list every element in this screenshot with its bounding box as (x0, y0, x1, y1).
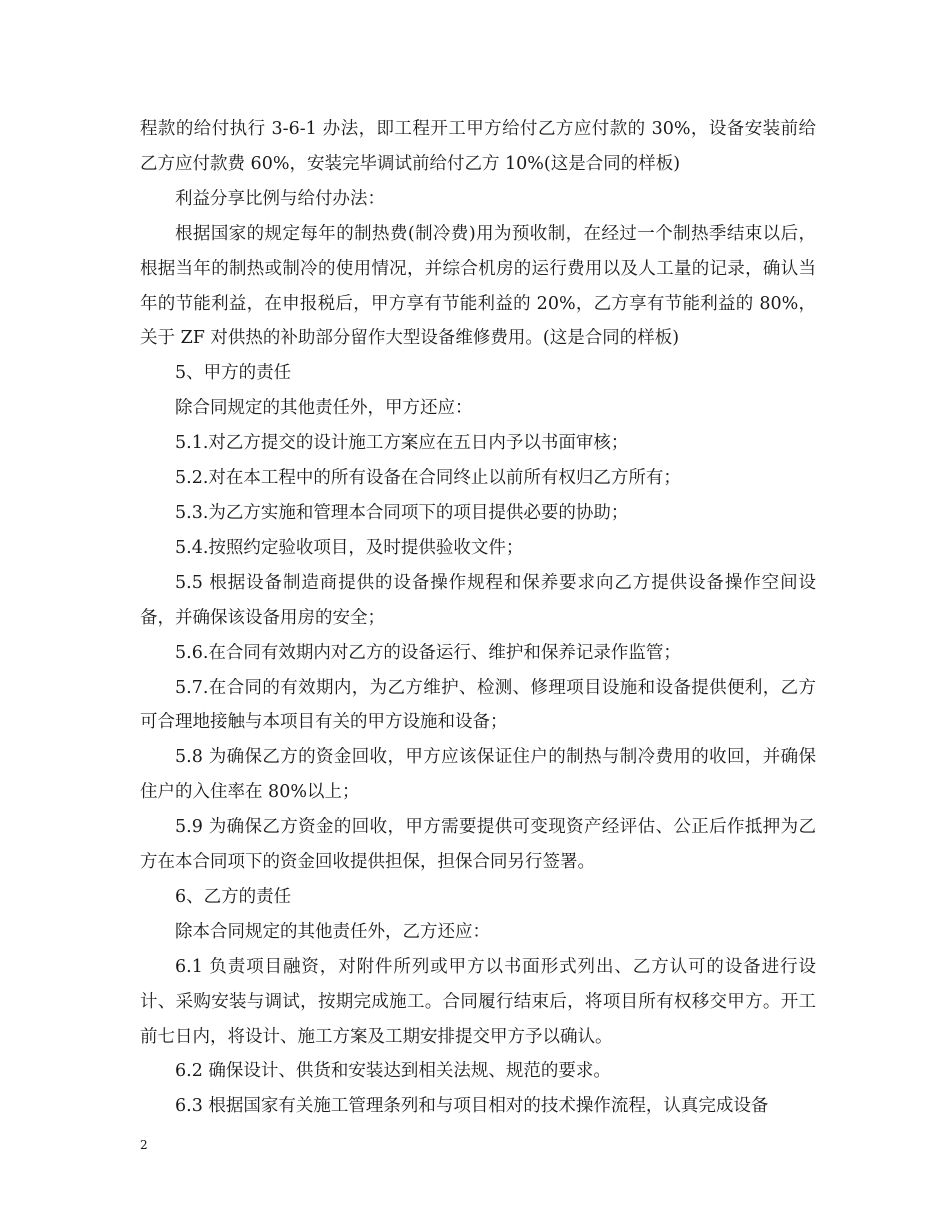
clause-item: 5.8 为确保乙方的资金回收，甲方应该保证住户的制热与制冷费用的收回，并确保住户的入住率在 80%以上； (140, 747, 816, 803)
clause-item: 6.2 确保设计、供货和安装达到相关法规、规范的要求。 (175, 1061, 611, 1082)
clause-item: 5.5 根据设备制造商提供的设备操作规程和保养要求向乙方提供设备操作空间设备，并确保该设备用房的安全； (140, 572, 816, 628)
clause-item: 5.4.按照约定验收项目，及时提供验收文件； (175, 537, 524, 558)
section-heading: 5、甲方的责任 (175, 363, 292, 384)
clause-item: 5.7.在合同的有效期内，为乙方维护、检测、修理项目设施和设备提供便利，乙方可合理地接触与本项目有关的甲方设施和设备； (140, 677, 816, 733)
page-number: 2 (140, 1138, 148, 1152)
paragraph: 除合同规定的其他责任外，甲方还应： (175, 398, 473, 419)
document-body (140, 112, 816, 1124)
paragraph: 利益分享比例与给付办法： (175, 188, 385, 209)
clause-item: 5.9 为确保乙方资金的回收，甲方需要提供可变现资产经评估、公正后作抵押为乙方在本合同项下的资金回收提供担保，担保合同另行签署。 (140, 817, 816, 873)
paragraph: 除本合同规定的其他责任外，乙方还应： (175, 921, 490, 942)
clause-item: 5.3.为乙方实施和管理本合同项下的项目提供必要的协助； (175, 502, 629, 523)
paragraph: 根据国家的规定每年的制热费(制冷费)用为预收制，在经过一个制热季结束以后，根据当年的制热或制冷的使用情况，并综合机房的运行费用以及人工量的记录，确认当年的节能利益，在申报税后，甲方享有节能利益的 20%，乙方享有节能利益的 80%，关于 ZF 对供热的补助部分留作大型设备维修费用。(这是合同的样板) (140, 223, 816, 349)
paragraph: 程款的给付执行 3-6-1 办法，即工程开工甲方给付乙方应付款的 30%，设备安装前给乙方应付款费 60%，安装完毕调试前给付乙方 10%(这是合同的样板) (140, 119, 816, 174)
clause-item: 5.6.在合同有效期内对乙方的设备运行、维护和保养记录作监管； (175, 642, 681, 663)
clause-item: 6.1 负责项目融资，对附件所列或甲方以书面形式列出、乙方认可的设备进行设计、采购安装与调试，按期完成施工。合同履行结束后，将项目所有权移交甲方。开工前七日内，将设计、施工方案及工期安排提交甲方予以确认。 (140, 956, 816, 1047)
clause-item: 5.2.对在本工程中的所有设备在合同终止以前所有权归乙方所有； (175, 468, 681, 489)
section-heading: 6、乙方的责任 (175, 886, 292, 907)
clause-item: 5.1.对乙方提交的设计施工方案应在五日内予以书面审核； (175, 433, 629, 454)
clause-item: 6.3 根据国家有关施工管理条列和与项目相对的技术操作流程，认真完成设备 (175, 1096, 769, 1117)
